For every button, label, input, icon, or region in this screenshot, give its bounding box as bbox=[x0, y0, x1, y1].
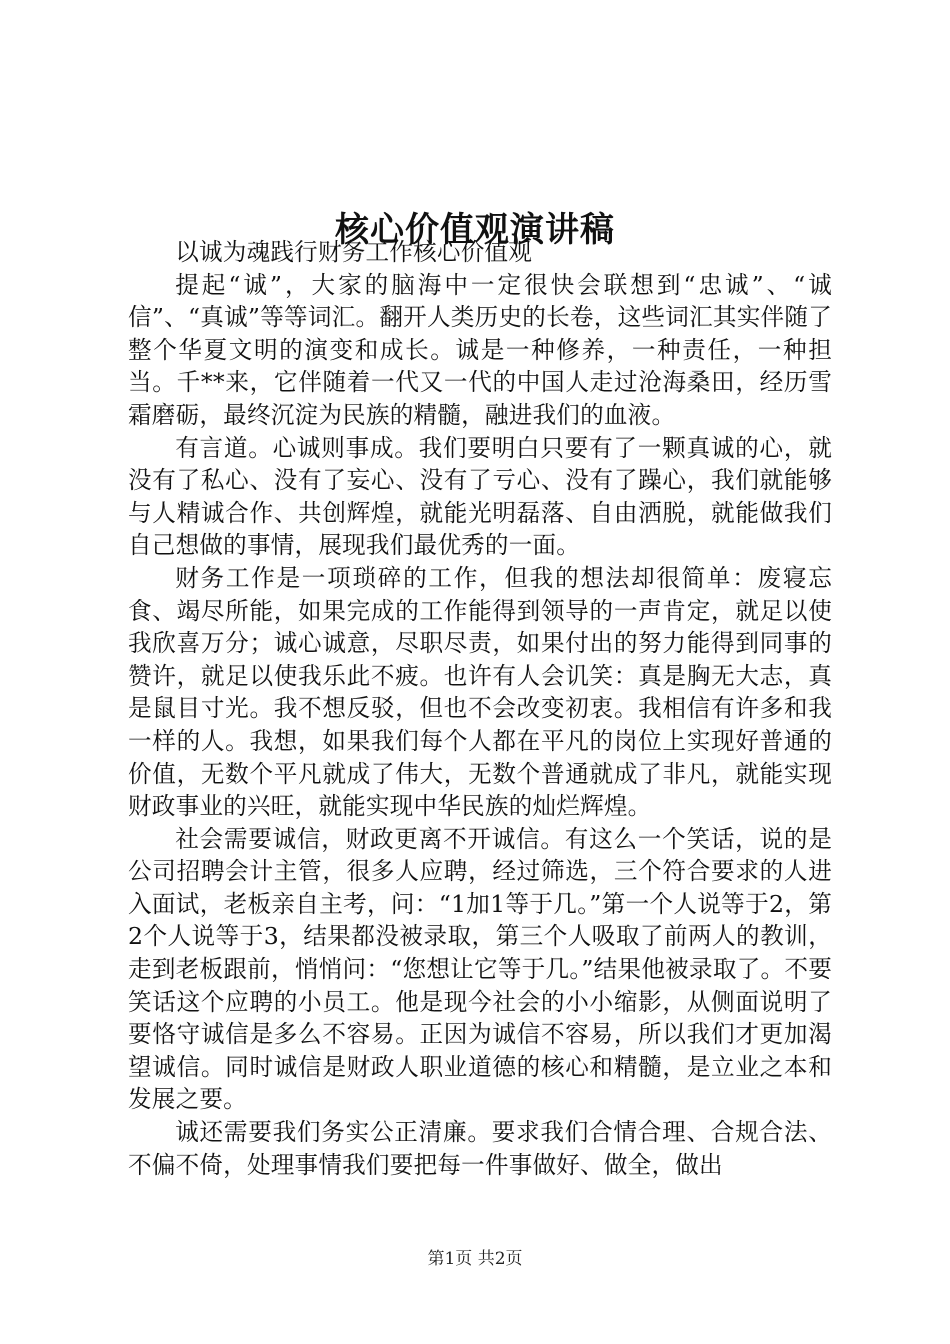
body-paragraph: 诚还需要我们务实公正清廉。要求我们合情合理、合规合法、不偏不倚，处理事情我们要把每一件事做好、做全，做出 bbox=[128, 1118, 832, 1179]
document-body bbox=[128, 236, 832, 1181]
body-paragraph: 提起“诚”，大家的脑海中一定很快会联想到“忠诚”、“诚信”、“真诚”等等词汇。翻开人类历史的长卷，这些词汇其实伴随了整个华夏文明的演变和成长。诚是一种修养，一种责任，一种担当。千**来，它伴随着一代又一代的中国人走过沧海桑田，经历雪霜磨砺，最终沉淀为民族的精髓，融进我们的血液。 bbox=[128, 270, 832, 429]
page-number-footer: 第1页 共2页 bbox=[427, 1249, 523, 1269]
body-paragraph: 有言道。心诚则事成。我们要明白只要有了一颗真诚的心，就没有了私心、没有了妄心、没有了亏心、没有了躁心，我们就能够与人精诚合作、共创辉煌，就能光明磊落、自由洒脱，就能做我们自己想做的事情，展现我们最优秀的一面。 bbox=[128, 433, 832, 560]
body-paragraph: 财务工作是一项琐碎的工作，但我的想法却很简单：废寝忘食、竭尽所能，如果完成的工作能得到领导的一声肯定，就足以使我欣喜万分；诚心诚意，尽职尽责，如果付出的努力能得到同事的赞许，就足以使我乐此不疲。也许有人会讥笑：真是胸无大志，真是鼠目寸光。我不想反驳，但也不会改变初衷。我相信有许多和我一样的人。我想，如果我们每个人都在平凡的岗位上实现好普通的价值，无数个平凡就成了伟大，无数个普通就成了非凡，就能实现财政事业的兴旺，就能实现中华民族的灿烂辉煌。 bbox=[128, 563, 832, 821]
body-paragraph: 社会需要诚信，财政更离不开诚信。有这么一个笑话，说的是公司招聘会计主管，很多人应聘，经过筛选，三个符合要求的人进入面试，老板亲自主考，问：“1加1等于几。”第一个人说等于2，第2个人说等于3，结果都没被录取，第三个人吸取了前两人的教训，走到老板跟前，悄悄问：“您想让它等于几。”结果他被录取了。不要笑话这个应聘的小员工。他是现今社会的小小缩影，从侧面说明了要恪守诚信是多么不容易。正因为诚信不容易，所以我们才更加渴望诚信。同时诚信是财政人职业道德的核心和精髓，是立业之本和发展之要。 bbox=[128, 824, 832, 1114]
subtitle-paragraph: 以诚为魂践行财务工作核心价值观 bbox=[175, 238, 533, 266]
document-title: 核心价值观演讲稿 bbox=[335, 209, 615, 250]
